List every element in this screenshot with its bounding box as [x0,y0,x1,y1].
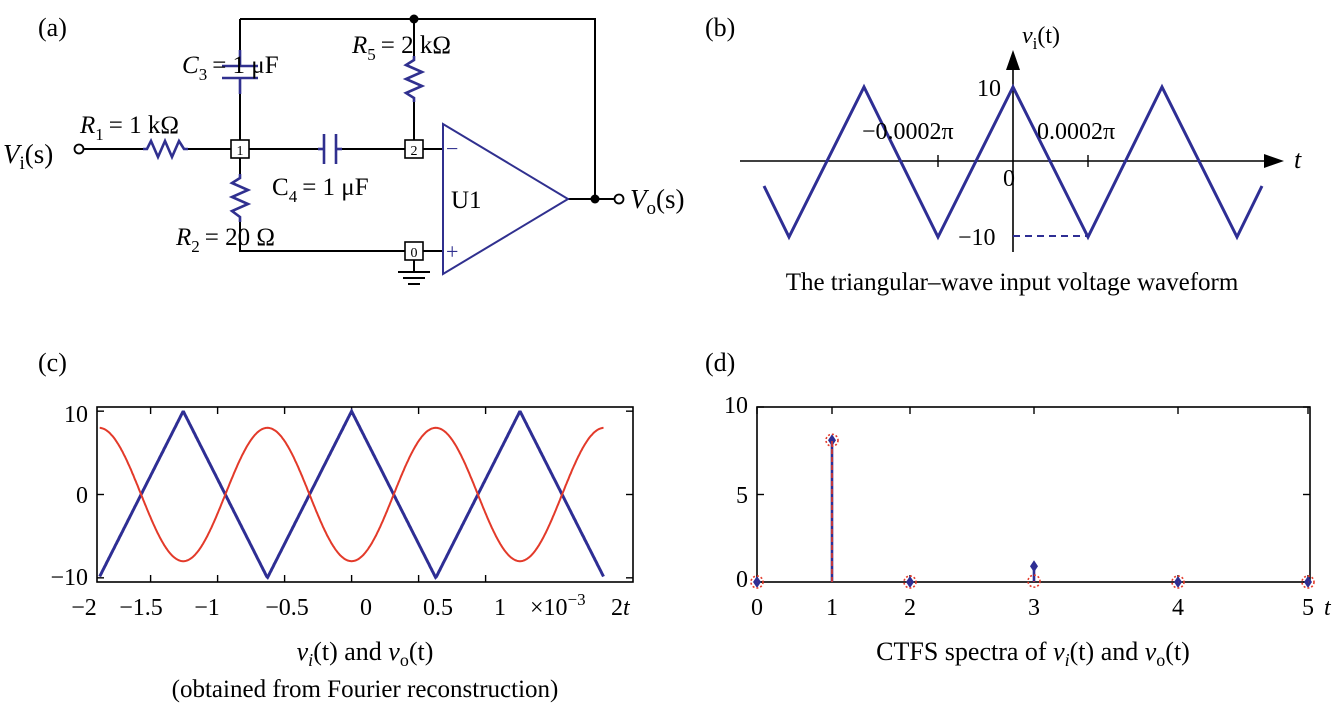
r1-label: $R_1 = 1$ kΩ [80,112,179,144]
input-terminal [75,145,84,154]
panel-b-tag: (b) [705,13,736,42]
c-plot-frame [97,407,633,582]
panel-c-plot [38,348,633,703]
b-caption: The triangular–wave input voltage waveform [785,269,1239,296]
c-ytick-label-10: 10 [64,402,88,428]
r2-label: $R_2 = 20$ Ω [176,224,275,256]
b-right-mark: 0.0002π [1037,119,1116,145]
d-ytick-label-0: 0 [736,567,748,593]
d-xtick-label-0: 0 [751,595,763,621]
c-xtick-label-2: 2t [611,595,630,621]
d-caption: CTFS spectra of $v_i(t)$ and $v_o(t)$ [876,637,1190,670]
capacitor-c4 [318,134,342,164]
b-left-mark: −0.0002π [862,119,954,145]
c-series-group [100,411,604,577]
output-terminal [615,195,624,204]
panel-b-waveform [705,13,1302,296]
b-xlabel: t [1294,145,1302,174]
b-trough-label: −10 [958,225,996,251]
node-0-label: 0 [410,246,418,261]
c-caption-line1: $v_i(t)$ and $v_o(t)$ [296,637,434,670]
resistor-r5 [406,56,422,102]
vin-label: $V_i(s)$ [3,139,54,174]
c-caption-line2: (obtained from Fourier reconstruction) [171,676,559,703]
c-xtick-label-0: 0 [360,595,372,621]
c-ytick-label-0: 0 [76,483,88,509]
opamp-minus-sign: − [446,136,459,161]
c-series-input [100,411,604,577]
d-xtick-label-3: 3 [1028,595,1040,621]
c3-label: $C_3 = 1$ μF [182,52,279,84]
junction-dot-output [591,195,600,204]
vout-label: $V_o(s)$ [630,184,685,219]
b-ylabel: $v_i(t)$ [1022,23,1061,53]
b-voltage-axis-arrow [1006,50,1020,70]
c-xtick-label-1: 1 [494,595,506,621]
d-tick-marks [757,407,1310,582]
panel-a-tag: (a) [38,13,67,42]
junction-dot-top [410,15,419,24]
d-xtick-label-4: 4 [1172,595,1184,621]
r5-label: $R_5 = 2$ kΩ [352,32,451,64]
d-ytick-label-5: 5 [736,483,748,509]
panel-d-plot [705,348,1332,670]
panel-d-tag: (d) [705,348,736,377]
c-xtick-label-neg0.5: −0.5 [265,595,309,621]
opamp-plus-sign: + [446,239,459,264]
c-xtick-label-neg2: −2 [71,595,97,621]
ground-icon [398,272,430,284]
node-2-label: 2 [410,144,418,159]
c-tick-marks [97,407,633,582]
c-xtick-label-neg1.5: −1.5 [119,595,163,621]
d-stem-group [751,434,1314,588]
panel-a-circuit [3,13,685,284]
resistor-r1 [143,141,188,157]
node-1-label: 1 [236,144,244,159]
b-peak-label: 10 [977,76,1001,102]
c-xtick-label-0.5: 0.5 [423,595,453,621]
opamp-label: U1 [451,187,482,214]
c-x-scale-label: $\times 10^{-3}$ [530,590,586,621]
d-marker-input-3 [1030,560,1038,572]
panel-c-tag: (c) [38,348,67,377]
b-time-axis-arrow [1264,154,1284,168]
resistor-r2 [232,174,248,222]
b-origin-label: 0 [1003,166,1015,192]
c-ytick-label-neg10: −10 [50,565,88,591]
d-plot-frame [757,407,1310,582]
d-xtick-label-5: 5 [1302,595,1314,621]
c-xtick-label-neg1: −1 [194,595,220,621]
d-xtick-label-2: 2 [904,595,916,621]
c4-label: $C_4 = 1$ μF [272,174,369,206]
d-ytick-label-10: 10 [724,393,748,419]
c-series-output [100,428,604,561]
d-xtick-label-1: 1 [826,595,838,621]
d-xlabel: t [1324,595,1331,621]
